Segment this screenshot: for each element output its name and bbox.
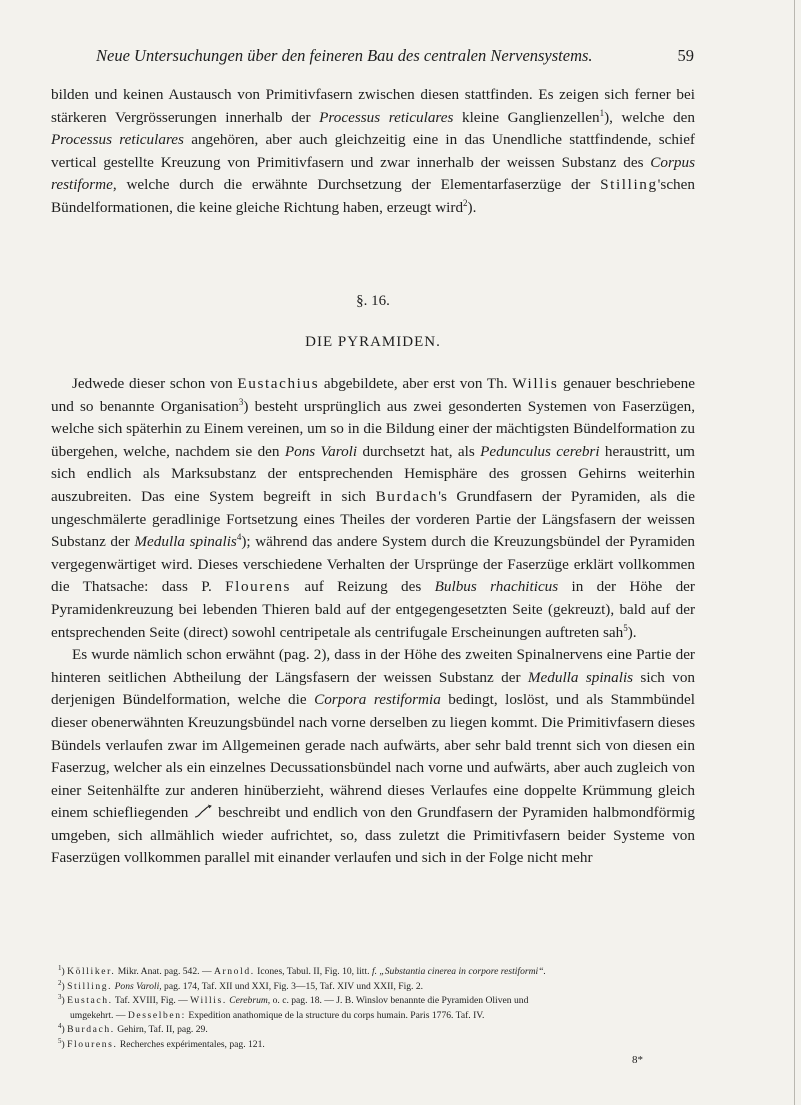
footnote-author: Flourens. xyxy=(67,1038,118,1050)
footnote-author: Stilling. xyxy=(67,980,113,992)
text-run: beschreibt und endlich von den Grundfasern der Pyramiden halbmondförmig umgeben, sich allmählich wieder aufrichtet, so, dass zuletzt die Primitivfasern beider Systeme von Faserzügen vollkommen parallel mit einander verlaufen und sich in der Folge nicht mehr xyxy=(51,804,695,867)
footnote-ref: 2 xyxy=(463,197,468,208)
text-run: Es wurde nämlich schon erwähnt (pag. 2), dass in der Höhe des zweiten Spinalnervens eine Partie der hinteren seitlichen Abtheilung der Längsfasern der weissen Substanz der xyxy=(51,646,695,686)
footnote-number: 3 xyxy=(58,993,62,1002)
footnote-author: Eustach. xyxy=(67,995,113,1007)
text-run: abgebildete, aber erst von Th. xyxy=(319,375,513,392)
footnote-number: 1 xyxy=(58,964,62,972)
italic-term: Medulla spinalis xyxy=(527,668,634,686)
footnote-ref: 4 xyxy=(236,532,242,543)
text-run: ). xyxy=(627,623,637,641)
page-edge-divider xyxy=(794,0,795,1105)
footnote-text: pag. 174, Taf. XII und XXI, Fig. 3—15, Taf. XIV und XXII, Fig. 2. xyxy=(161,980,424,992)
footnote-ref: 3 xyxy=(238,396,244,407)
paragraph-2 xyxy=(51,644,695,870)
footnote: $^5$) Flourens. Recherches expérimentales, pag. 121. xyxy=(58,1036,265,1050)
spaced-name: Flourens xyxy=(225,578,292,596)
text-run: sich von derjenigen Bündelformation, welche die xyxy=(51,668,696,709)
signature-mark: 8* xyxy=(632,1054,643,1066)
text-run: bilden und keinen Austausch von Primitivfasern zwischen diesen stattfinden. Es zeigen sich ferner bei stärkeren Vergrösserungen innerhalb der xyxy=(51,86,695,126)
text-run: heraustritt, um sich endlich als Marksubstanz der entsprechenden Hemisphäre des grossen Gehirns weiterhin auszubreiten. Das eine System begreift in sich xyxy=(51,442,695,505)
italic-term: Corpora restiformia xyxy=(314,691,441,709)
running-head-title: Neue Untersuchungen über den feineren Bau des centralen Nervensystems. xyxy=(96,46,593,65)
paragraph-1 xyxy=(51,373,695,644)
footnote-number: 4 xyxy=(58,1022,62,1031)
running-head xyxy=(96,44,694,68)
spaced-name: Stilling xyxy=(600,176,658,194)
text-run: angehören, aber auch gleichzeitig eine in das Unendliche stattfindende, schief vertical gestellte Kreuzung von Primitivfasern und zwar innerhalb der weissen Substanz des xyxy=(51,131,695,171)
italic-term: Processus reticulares xyxy=(319,108,454,126)
footnote: $^3$) Eustach. Taf. XVIII, Fig. — Willis. Cerebrum, o. c. pag. 18. — J. B. Winslov benannte die Pyramiden Oliven und xyxy=(58,993,529,1007)
footnote: $^2$) Stilling. Pons Varoli, pag. 174, Taf. XII und XXI, Fig. 3—15, Taf. XIV und XXII, Fig. 2. xyxy=(58,978,424,992)
italic-term: Processus reticulares xyxy=(51,131,184,149)
italic-term: Pedunculus cerebri xyxy=(480,442,600,460)
spaced-name: Willis xyxy=(512,375,559,392)
page-number: 59 xyxy=(677,46,694,65)
italic-term: Pons Varoli xyxy=(284,442,358,460)
text-run: bedingt, loslöst, und als Stammbündel dieser obenerwähnten Kreuzungsbündel nach vorne derselben zu liegen kommt. Die Primitivfasern dieses Bündels verlaufen zwar im Allgemeinen gerade nach aufwärts, aber sehr bald trennt sich von diesen ein Faserzug, welcher als ein einzelnes Decussationsbündel nach vorne und aufwärts, aber auch zugleich von einer Seitenhälfte zur anderen hinüberzieht, während dieses Verlaufes eine doppelte Krümmung gleich einem schiefliegenden xyxy=(51,691,695,822)
footnote: $^4$) Burdach. Gehirn, Taf. II, pag. 29. xyxy=(58,1022,208,1036)
footnote-number: 2 xyxy=(58,978,62,987)
footnote-text: umgekehrt. — xyxy=(70,1009,128,1021)
footnote-italic: Pons Varoli, xyxy=(114,980,162,992)
footnote-continuation xyxy=(58,1009,708,1024)
footnote-author: Burdach. xyxy=(67,1024,115,1036)
footnotes xyxy=(58,965,708,1053)
footnote-author: Arnold. xyxy=(213,966,255,977)
double-curve-icon xyxy=(193,804,213,819)
text-run: 's Grundfasern der Pyramiden, als die ungeschmälerte geradlinige Fortsetzung eines Theiles der vorderen Partie der Längsfasern der weissen Substanz der xyxy=(51,487,695,551)
section-title: DIE PYRAMIDEN. xyxy=(305,334,441,350)
text-run: in der Höhe der Pyramidenkreuzung bei lebenden Thieren bald auf der entgegengesetzten Seite (gekreuzt), bald auf der entsprechenden Seite (direct) sowohl centripetale als centrifugale Erscheinungen auftreten sah xyxy=(51,578,695,641)
text-run: durchsetzt hat, als xyxy=(357,442,481,460)
text-run: genauer beschriebene und so benannte Organisation xyxy=(51,375,695,415)
footnote-text: Recherches expérimentales, pag. 121. xyxy=(117,1038,265,1050)
footnote: $^1$) Kölliker. Mikr. Anat. pag. 542. — Arnold. Icones, Tabul. II, Fig. 10, litt. f. „Substantia cinerea in corpore restiformi“. xyxy=(58,964,546,977)
footnote-italic: f. „Substantia cinerea in corpore restiformi“. xyxy=(371,966,546,977)
italic-term: Corpus restiforme xyxy=(51,153,695,194)
italic-term: Medulla spinalis xyxy=(134,533,237,551)
footnote-number: 5 xyxy=(58,1036,62,1045)
footnote-ref: 5 xyxy=(623,622,628,633)
text-run: ), welche den xyxy=(604,108,695,126)
footnote-author: Desselben: xyxy=(127,1009,186,1021)
footnote-text: Gehirn, Taf. II, pag. 29. xyxy=(114,1024,208,1036)
spaced-name: Eustachius xyxy=(237,375,320,392)
section-number: §. 16. xyxy=(356,293,390,309)
spaced-name: Burdach xyxy=(375,487,439,505)
footnote-author: Kölliker. xyxy=(67,966,116,977)
text-run: kleine Ganglienzellen xyxy=(453,108,600,126)
text-run: Jedwede dieser schon von xyxy=(72,375,238,392)
footnote-ref: 1 xyxy=(599,107,605,118)
footnote-text: Taf. XVIII, Fig. — xyxy=(112,995,191,1007)
footnote-text: Expedition anathomique de la structure du corps humain. Paris 1776. Taf. IV. xyxy=(185,1009,485,1021)
text-run: 'schen Bündelformationen, die keine gleiche Richtung haben, erzeugt wird xyxy=(51,176,695,216)
footnote-text: o. c. pag. 18. — J. B. Winslov benannte die Pyramiden Oliven und xyxy=(270,995,529,1007)
text-run: ); während das andere System durch die Kreuzungsbündel der Pyramiden vergegenwärtiget wird. Dieses verschiedene Verhalten der Ursprünge der Faserzüge erklärt vollkommen die Thatsache: dass P. xyxy=(51,533,695,596)
footnote-text: Icones, Tabul. II, Fig. 10, litt. xyxy=(254,966,372,977)
text-run: auf Reizung des xyxy=(291,578,435,596)
main-text xyxy=(51,373,695,870)
intro-paragraph xyxy=(51,84,695,220)
italic-term: Bulbus rhachiticus xyxy=(434,578,559,596)
footnote-italic: Cerebrum, xyxy=(229,995,271,1007)
text-run: , welche durch die erwähnte Durchsetzung der Elementarfaserzüge der xyxy=(112,176,601,194)
text-run: ) besteht ursprünglich aus zwei gesonderten Systemen von Faserzügen, welche sich späterhin zu Einem vereinen, um so in die Bildung einer der mächtigsten Bündelformation zu übergehen, welche, nachdem sie den xyxy=(51,397,696,460)
footnote-text: Mikr. Anat. pag. 542. — xyxy=(115,966,214,977)
text-run: ). xyxy=(467,198,477,216)
footnote-author: Willis. xyxy=(190,995,227,1007)
